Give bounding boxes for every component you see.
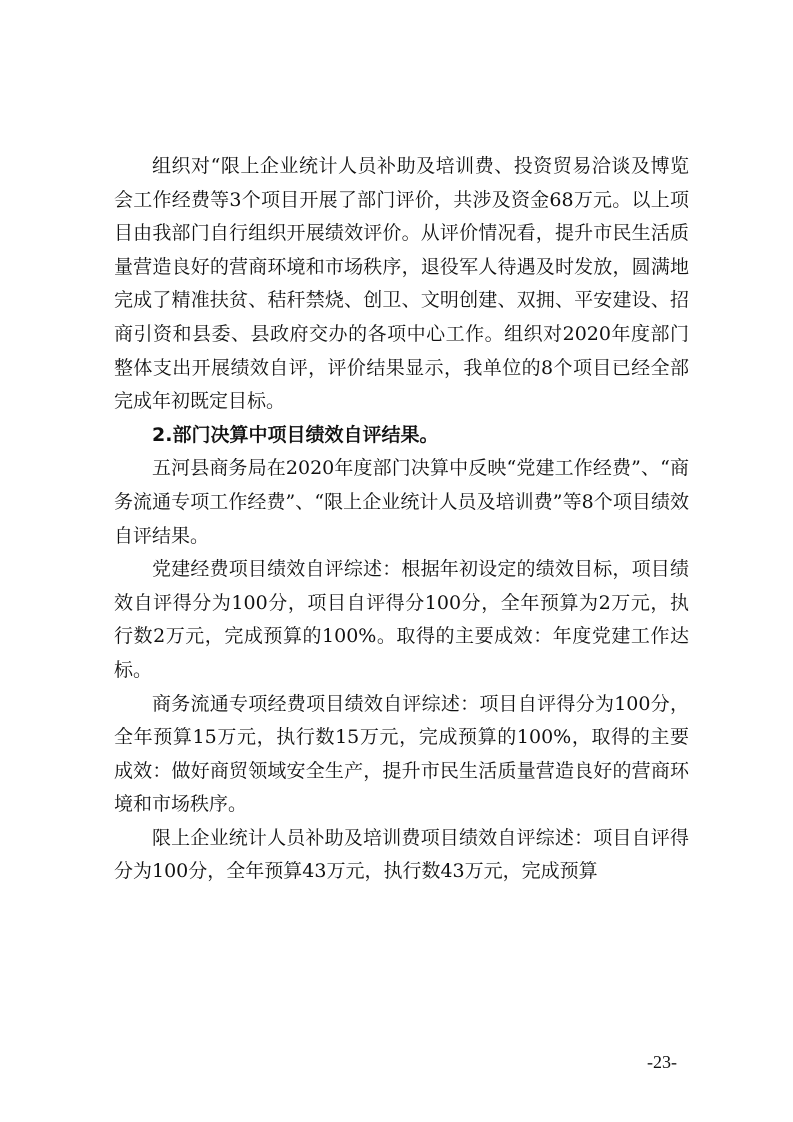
paragraph-project-results-intro: 五河县商务局在2020年度部门决算中反映“党建工作经费”、“商务流通专项工作经费”、“限上企业统计人员及培训费”等8个项目绩效自评结果。 (114, 457, 689, 547)
paragraph-party-building-funds: 党建经费项目绩效自评综述：根据年初设定的绩效目标，项目绩效自评得分为100分，项目自评得分100分，全年预算为2万元，执行数2万元，完成预算的100%。取得的主要成效：年度党建工作达标。 (114, 558, 689, 681)
document-body (114, 150, 689, 889)
paragraph-commerce-circulation-funds: 商务流通专项经费项目绩效自评综述：项目自评得分为100分，全年预算15万元，执行数15万元，完成预算的100%，取得的主要成效：做好商贸领域安全生产，提升市民生活质量营造良好的营商环境和市场秩序。 (114, 692, 689, 816)
paragraph-statistics-staff-training: 限上企业统计人员补助及培训费项目绩效自评综述：项目自评得分为100分，全年预算43万元，执行数43万元，完成预算 (114, 826, 689, 883)
paragraph-evaluation-overview: 组织对“限上企业统计人员补助及培训费、投资贸易洽谈及博览会工作经费等3个项目开展了部门评价，共涉及资金68万元。以上项目由我部门自行组织开展绩效评价。从评价情况看，提升市民生活质量营造良好的营商环境和市场秩序，退役军人待遇及时发放，圆满地完成了精准扶贫、秸秆禁烧、创卫、文明创建、双拥、平安建设、招商引资和县委、县政府交办的各项中心工作。组织对2020年度部门整体支出开展绩效自评，评价结果显示，我单位的8个项目已经全部完成年初既定目标。 (114, 155, 689, 413)
page-number: -23- (647, 1052, 677, 1072)
section-heading-project-self-evaluation: 2.部门决算中项目绩效自评结果。 (152, 423, 439, 446)
